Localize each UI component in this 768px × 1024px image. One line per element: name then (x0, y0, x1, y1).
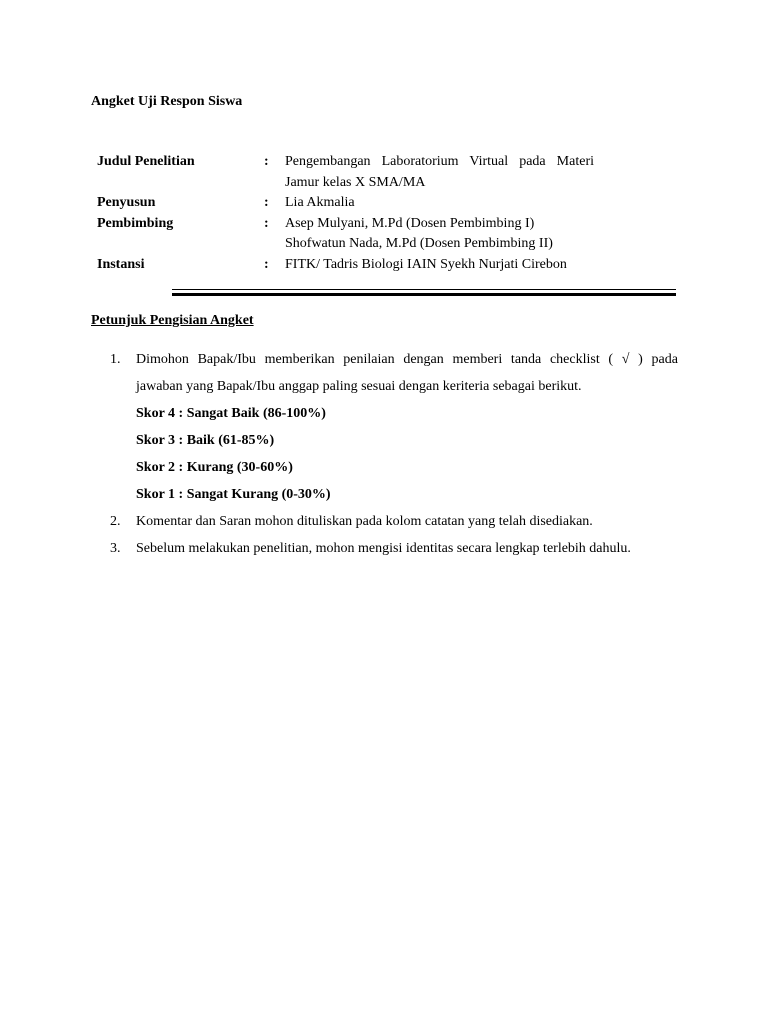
info-colon: : (264, 256, 269, 272)
info-value-instansi (285, 255, 677, 276)
instructions-heading: Petunjuk Pengisian Angket (91, 313, 254, 328)
instruction-number: 1. (110, 352, 121, 367)
info-value-judul (285, 152, 677, 193)
instruction-number: 2. (110, 514, 121, 529)
research-info-table (97, 152, 677, 275)
info-row-instansi (97, 255, 677, 276)
info-colon: : (264, 195, 269, 210)
instruction-1-line-2: jawaban yang Bapak/Ibu anggap paling sesuai dengan keriteria sebagai berikut. (136, 379, 582, 394)
instruction-number: 3. (110, 541, 121, 556)
instruction-item-3 (110, 535, 678, 562)
instruction-1-line-1: Dimohon Bapak/Ibu memberikan penilaian dengan memberi tanda checklist ( √ ) pada (136, 352, 678, 367)
judul-line-2: Jamur kelas X SMA/MA (285, 174, 426, 190)
instansi-value: FITK/ Tadris Biologi IAIN Syekh Nurjati Cirebon (285, 256, 567, 272)
instruction-item-1 (110, 346, 678, 508)
score-3-label: Skor 3 : Baik (61-85%) (136, 433, 275, 448)
page-title: Angket Uji Respon Siswa (91, 94, 243, 109)
info-label-instansi: Instansi (97, 256, 145, 272)
score-4-label: Skor 4 : Sangat Baik (86-100%) (136, 406, 326, 421)
pembimbing-line-2: Shofwatun Nada, M.Pd (Dosen Pembimbing II) (285, 236, 553, 251)
score-1-label: Skor 1 : Sangat Kurang (0-30%) (136, 487, 331, 502)
instruction-text: Komentar dan Saran mohon dituliskan pada kolom catatan yang telah disediakan. (136, 514, 593, 529)
info-label-pembimbing: Pembimbing (97, 215, 174, 231)
score-2-label: Skor 2 : Kurang (30-60%) (136, 460, 293, 475)
info-colon: : (264, 154, 269, 169)
instruction-item-2 (110, 508, 678, 535)
instructions-list (110, 346, 678, 562)
info-row-penyusun (97, 193, 677, 214)
info-colon: : (264, 215, 269, 231)
info-value-penyusun (285, 193, 677, 214)
instruction-text (136, 346, 678, 508)
double-divider-line (172, 289, 676, 296)
pembimbing-line-1: Asep Mulyani, M.Pd (Dosen Pembimbing I) (285, 215, 535, 231)
info-label-penyusun: Penyusun (97, 195, 156, 210)
instruction-text: Sebelum melakukan penelitian, mohon mengisi identitas secara lengkap terlebih dahulu. (136, 541, 631, 556)
info-label-judul: Judul Penelitian (97, 154, 195, 169)
info-row-judul (97, 152, 677, 193)
info-row-pembimbing (97, 214, 677, 255)
penyusun-value: Lia Akmalia (285, 195, 355, 210)
info-value-pembimbing (285, 214, 677, 255)
judul-line-1: Pengembangan Laboratorium Virtual pada Materi (285, 154, 594, 169)
